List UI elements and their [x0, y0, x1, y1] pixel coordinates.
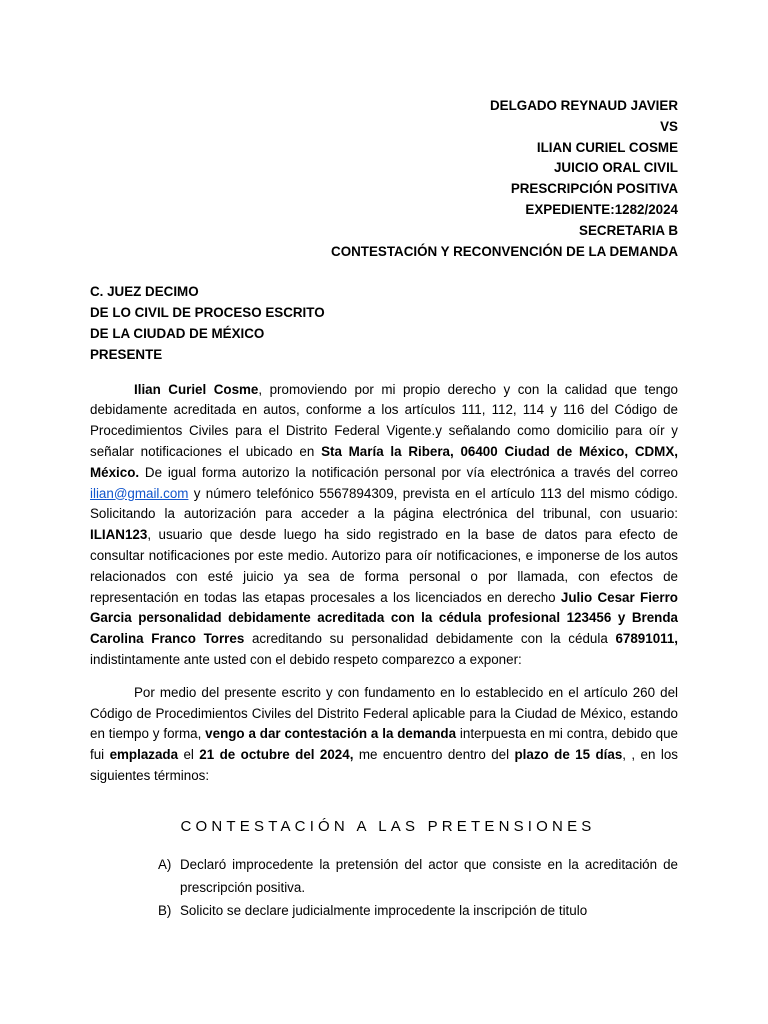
section-title: CONTESTACIÓN A LAS PRETENSIONES [180, 817, 596, 835]
list-item-text: Declaró improcedente la pretensión del actor que consiste en la acreditación de prescripción positiva. [180, 856, 678, 895]
recipient-court: DE LO CIVIL DE PROCESO ESCRITO [90, 305, 325, 321]
list-marker: B) [158, 902, 172, 918]
authorized-lawyers: Julio Cesar Fierro Garcia personalidad debidamente acreditada con la cédula profesional 123456 y Brenda Carolina Franco Torres [90, 589, 678, 647]
intro-text-2: De igual forma autorizo la notificación personal por vía electrónica a través del correo [139, 464, 678, 480]
username: ILIAN123 [90, 527, 148, 543]
response-text-2: interpuesta en mi contra, debido que fui [90, 726, 678, 763]
list-item [158, 899, 678, 922]
case-header [90, 96, 678, 262]
header-matter: PRESCRIPCIÓN POSITIVA [510, 181, 678, 197]
header-document-type: CONTESTACIÓN Y RECONVENCIÓN DE LA DEMANDA [331, 243, 678, 259]
header-defendant: ILIAN CURIEL COSME [536, 139, 678, 155]
intro-paragraph [90, 380, 678, 671]
recipient-present: PRESENTE [90, 346, 163, 362]
response-text-1: Por medio del presente escrito y con fundamento en lo establecido en el artículo 260 del Código de Procedimientos Civiles del Distrito Federal aplicable para la Ciudad de México, estando en tiempo y forma, [90, 684, 678, 742]
header-file-number: EXPEDIENTE:1282/2024 [525, 201, 678, 217]
response-text-4: me encuentro dentro del [353, 747, 515, 763]
response-date: 21 de octubre del 2024, [199, 747, 354, 763]
intro-text-6: indistintamente ante usted con el debido respeto comparezco a exponer: [90, 651, 522, 667]
response-bold-1: vengo a dar contestación a la demanda [205, 726, 457, 742]
claims-list [158, 853, 678, 922]
email-link[interactable]: ilian@gmail.com [90, 485, 189, 501]
recipient-city: DE LA CIUDAD DE MÉXICO [90, 325, 265, 341]
intro-text-4: , usuario que desde luego ha sido registrado en la base de datos para efecto de consultar notificaciones por este medio. Autorizo para oír notificaciones, e imponerse de los autos relacionados con esté juicio ya sea de forma personal o por llamada, con efectos de representación en todas las etapas procesales a los licenciados en derecho [90, 527, 678, 605]
list-marker: A) [158, 856, 172, 872]
response-text-3: el [178, 747, 200, 763]
intro-text-5: acreditando su personalidad debidamente con la cédula [244, 631, 616, 647]
list-item [158, 853, 678, 899]
recipient-block [90, 282, 678, 365]
professional-license: 67891011, [615, 631, 679, 647]
address: Sta María la Ribera, 06400 Ciudad de México, CDMX, México. [90, 443, 678, 480]
list-item-text: Solicito se declare judicialmente improcedente la inscripción de titulo [180, 902, 588, 918]
document-page [90, 96, 678, 922]
party-name: Ilian Curiel Cosme [134, 381, 259, 397]
header-versus: VS [660, 118, 678, 134]
header-trial-type: JUICIO ORAL CIVIL [553, 160, 678, 176]
header-secretary: SECRETARIA B [579, 222, 678, 238]
response-text-5: , , en los siguientes términos: [90, 747, 678, 783]
intro-text-1: , promoviendo por mi propio derecho y con la calidad que tengo debidamente acreditada en autos, conforme a los artículos 111, 112, 114 y 116 del Código de Procedimientos Civiles para el Distrito Federal Vigente.y señalando como domicilio para oír y señalar notificaciones el ubicado en [90, 381, 678, 459]
response-deadline: plazo de 15 días [514, 747, 623, 763]
response-bold-2: emplazada [109, 747, 179, 763]
recipient-judge: C. JUEZ DECIMO [90, 284, 199, 300]
header-plaintiff: DELGADO REYNAUD JAVIER [490, 98, 678, 113]
response-paragraph [90, 683, 678, 787]
intro-text-3: y número telefónico 5567894309, prevista en el artículo 113 del mismo código. Solicitando la autorización para acceder a la página electrónica del tribunal, con usuario: [90, 485, 678, 522]
